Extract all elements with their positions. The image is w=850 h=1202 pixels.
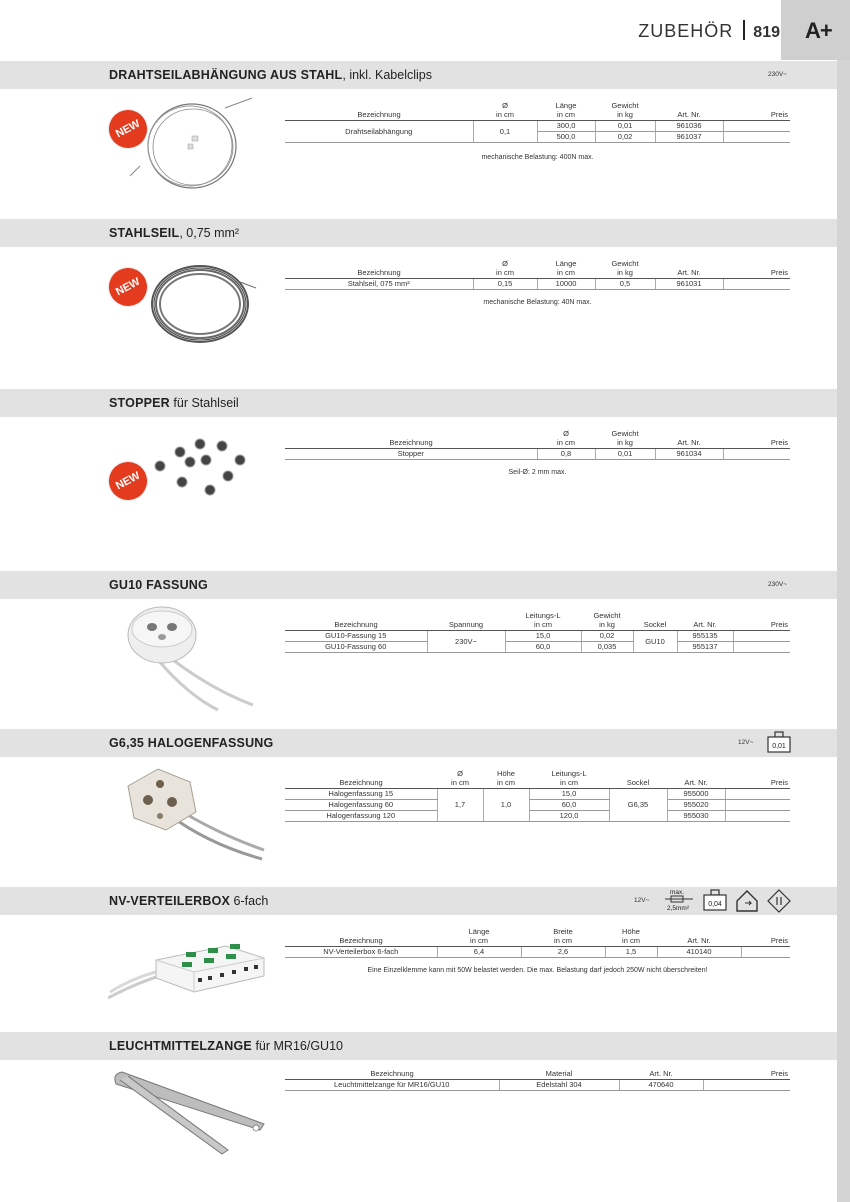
table-row: Halogenfassung 60 60,0 955020: [285, 800, 790, 811]
table-header: Bezeichnung Länge in cm Breite in cm Höhe in cm Art. Nr. Preis: [285, 927, 790, 947]
new-badge: NEW: [102, 261, 153, 312]
safety-class-icon: [767, 889, 791, 913]
table-header: Bezeichnung Spannung Leitungs-L in cm Gewicht in kg Sockel Art. Nr. Preis: [285, 611, 790, 631]
spec-table-nv-box: [285, 927, 790, 958]
title-divider: [743, 20, 745, 40]
section-header-zange: [0, 1032, 837, 1060]
page-header: [638, 20, 780, 42]
section-title: LEUCHTMITTELZANGE für MR16/GU10: [109, 1039, 343, 1053]
table-header: Bezeichnung Ø in cm Höhe in cm Leitungs-L in cm Sockel Art. Nr. Preis: [285, 769, 790, 789]
side-strip: [837, 0, 850, 1202]
cable-size-label: 2,5mm²: [666, 905, 690, 912]
page-title: ZUBEHÖR: [638, 21, 734, 41]
table-header: Bezeichnung Ø in cm Länge in cm Gewicht in kg Art. Nr. Preis: [285, 259, 790, 279]
new-badge: NEW: [102, 455, 153, 506]
table-note: mechanische Belastung: 40N max.: [483, 299, 592, 306]
wire-coil-image: [130, 96, 255, 196]
table-row: GU10-Fassung 60 60,0 0,035 955137: [285, 642, 790, 653]
voltage-label: 230V~: [768, 71, 787, 78]
voltage-label: 12V~: [738, 739, 754, 746]
indoor-use-icon: [735, 889, 759, 913]
chapter-tab-label: A+: [805, 18, 832, 43]
voltage-label: 230V~: [768, 581, 787, 588]
section-header-stopper: [0, 389, 837, 417]
cable-cross-section-icon: [663, 887, 695, 913]
table-header: Bezeichnung Ø in cm Gewicht in kg Art. Nr. Preis: [285, 429, 790, 449]
section-title: STOPPER für Stahlseil: [109, 396, 239, 410]
table-note: mechanische Belastung: 400N max.: [481, 154, 594, 161]
section-header-stahlseil: [0, 219, 837, 247]
spec-table-zange: [285, 1069, 790, 1091]
section-header-g635: [0, 729, 837, 757]
table-row: Halogenfassung 120 120,0 955030: [285, 811, 790, 822]
chapter-tab[interactable]: [781, 0, 850, 60]
stopper-beads-image: [148, 436, 253, 496]
weight-icon: [767, 731, 791, 753]
section-title: DRAHTSEILABHÄNGUNG AUS STAHL, inkl. Kabelclips: [109, 68, 432, 82]
table-header: Bezeichnung Material Art. Nr. Preis: [285, 1069, 790, 1080]
voltage-label: 12V~: [634, 897, 650, 904]
section-header-drahtseil: [0, 61, 837, 89]
spec-table-drahtseil: [285, 101, 790, 143]
weight-value: 0,01: [772, 743, 786, 750]
spec-table-stopper: [285, 429, 790, 460]
section-header-gu10: [0, 571, 837, 599]
gu10-socket-image: [118, 605, 258, 715]
section-title: GU10 FASSUNG: [109, 578, 208, 592]
spec-table-stahlseil: [285, 259, 790, 290]
section-title: STAHLSEIL, 0,75 mm²: [109, 226, 240, 240]
section-title: G6,35 HALOGENFASSUNG: [109, 736, 274, 750]
table-row: Drahtseilabhängung 0,1 300,0 0,01 961036: [285, 121, 790, 132]
table-row: Halogenfassung 15 1,7 1,0 15,0 G6,35 955000: [285, 789, 790, 800]
table-row: NV-Verteilerbox 6-fach 6,4 2,6 1,5 410140: [285, 947, 790, 958]
table-note: Eine Einzelklemme kann mit 50W belastet werden. Die max. Belastung darf jedoch 250W nicht überschreiten!: [367, 967, 708, 974]
steel-wire-coil-image: [140, 262, 260, 347]
table-row: Stahlseil, 075 mm² 0,15 10000 0,5 961031: [285, 279, 790, 290]
cable-max-label: max.: [669, 889, 685, 896]
table-row: Leuchtmittelzange für MR16/GU10 Edelstahl 304 470640: [285, 1080, 790, 1091]
table-row: GU10-Fassung 15 230V~ 15,0 0,02 GU10 955135: [285, 631, 790, 642]
table-row: Stopper 0,8 0,01 961034: [285, 449, 790, 460]
table-note: Seil-Ø: 2 mm max.: [508, 469, 567, 476]
lamp-pliers-image: [110, 1068, 270, 1160]
table-row: 500,0 0,02 961037: [285, 132, 790, 143]
spec-table-gu10: [285, 611, 790, 653]
g635-socket-image: [118, 764, 266, 864]
section-title: NV-VERTEILERBOX 6-fach: [109, 894, 269, 908]
new-badge: NEW: [102, 103, 153, 154]
distribution-box-image: [108, 930, 268, 1002]
page-number: 819: [753, 24, 780, 41]
table-header: Bezeichnung Ø in cm Länge in cm Gewicht in kg Art. Nr. Preis: [285, 101, 790, 121]
weight-icon: [703, 889, 727, 911]
spec-table-g635: [285, 769, 790, 822]
weight-value: 0,04: [708, 901, 722, 908]
